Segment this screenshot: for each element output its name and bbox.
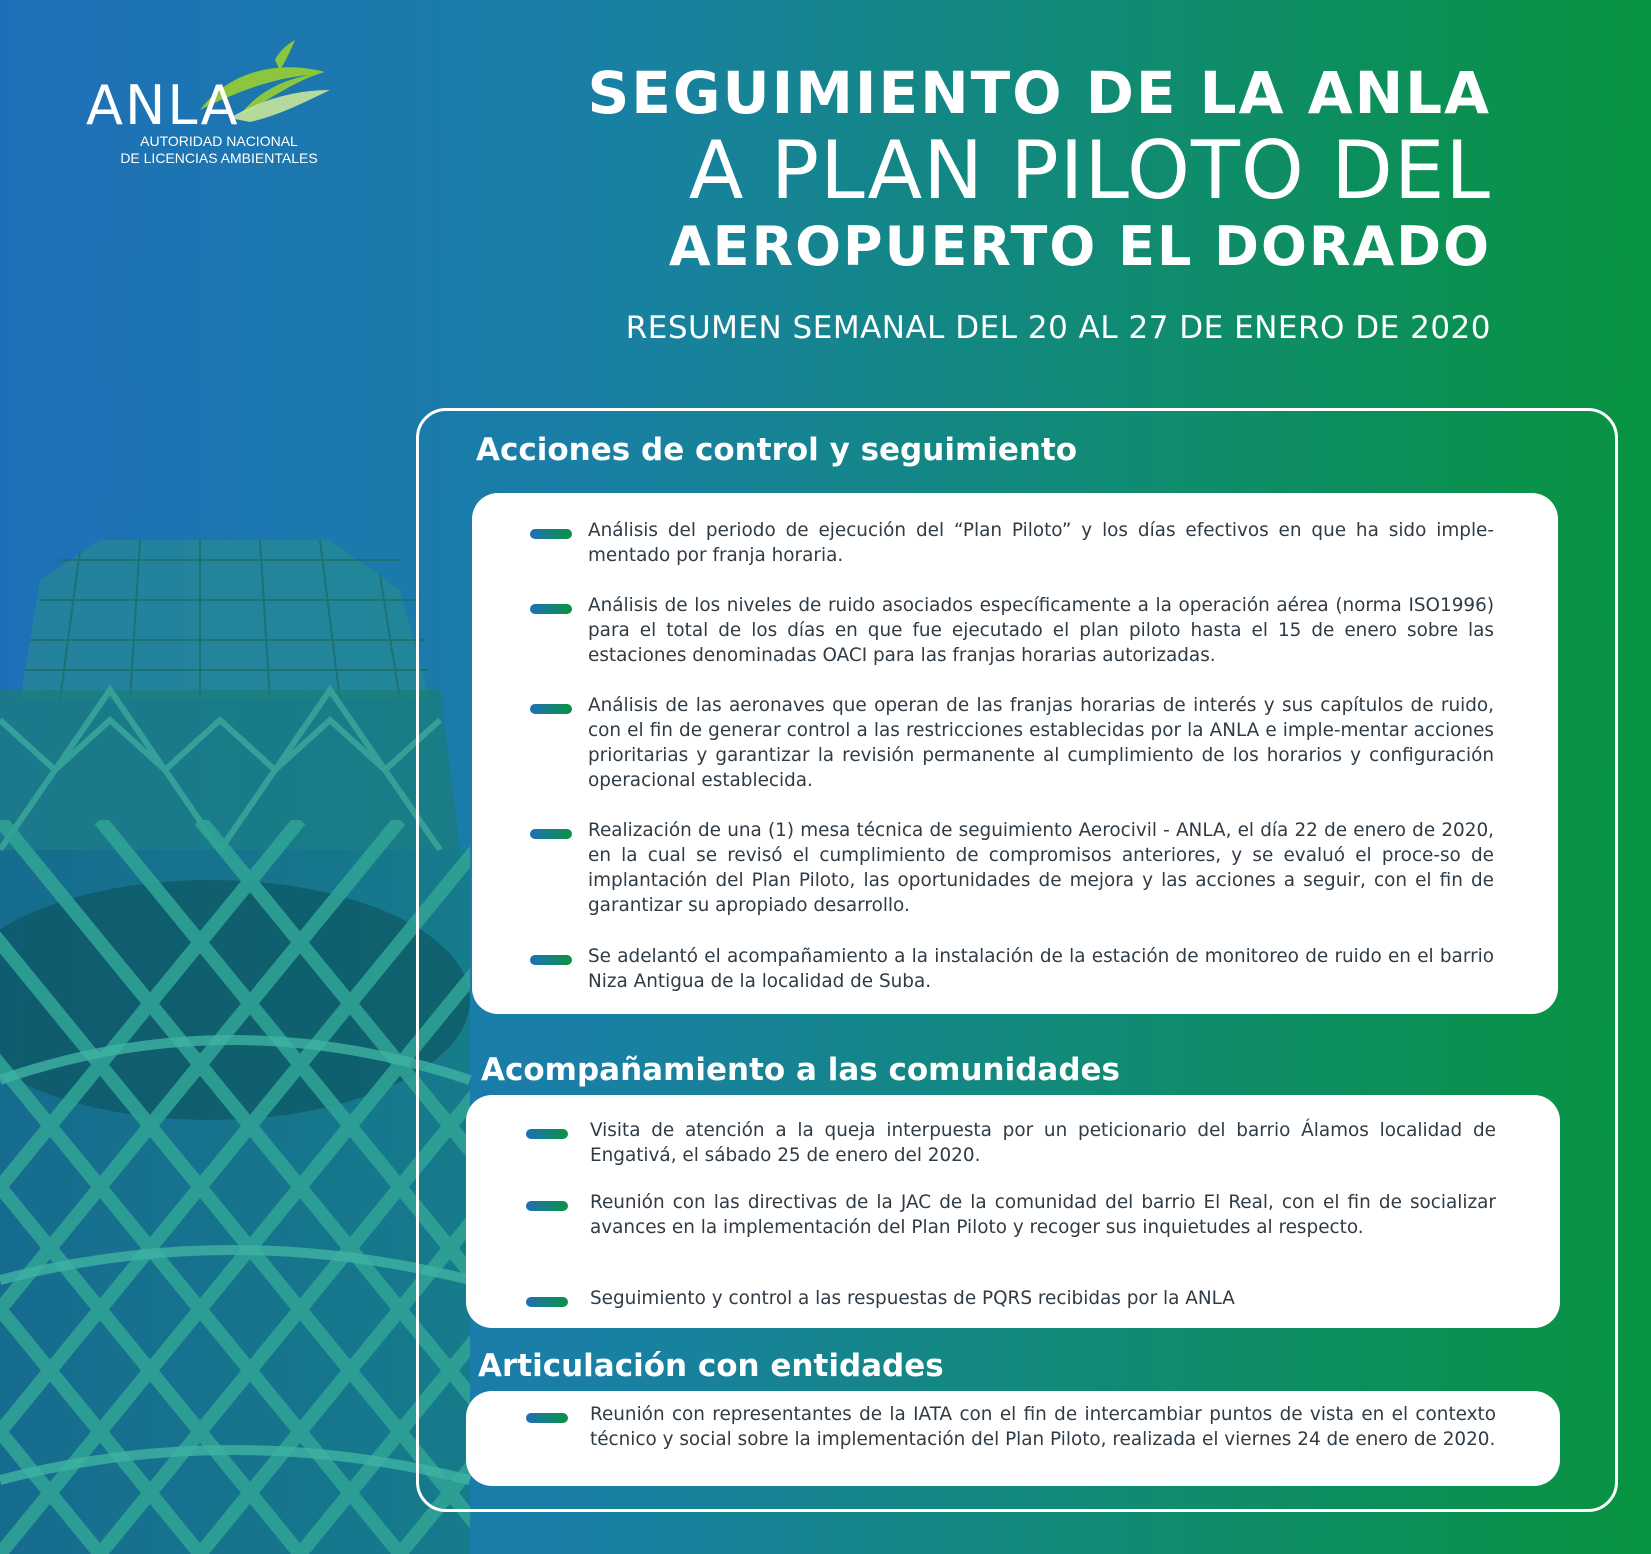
item-text: Visita de atención a la queja interpuesta por un peticionario del barrio Álamos localidad de Engativá, el sábado 25 de enero del 2020. [590, 1120, 1496, 1166]
logo-subtitle-line2: DE LICENCIAS AMBIENTALES [120, 150, 318, 166]
bullet-icon [530, 829, 572, 839]
bullet-icon [530, 604, 572, 614]
bullet-icon [526, 1297, 568, 1307]
section-title-entities: Articulación con entidades [478, 1348, 944, 1384]
header-titles [588, 58, 1491, 348]
item-text: Análisis de las aeronaves que operan de las franjas horarias de interés y sus capítulos de ruido, con el fin de generar control a las restricciones establecidas por la ANLA e imple-mentar acciones prioritarias y garantizar la revisión permanente al cumplimiento de los horarios y configuración operacional establecida. [588, 695, 1494, 791]
item-text: Reunión con las directivas de la JAC de la comunidad del barrio El Real, con el fin de socializar avances en la implementación del Plan Piloto y recoger sus inquietudes al respecto. [590, 1192, 1496, 1238]
logo-subtitle [94, 133, 344, 167]
item-text: Análisis del periodo de ejecución del “Plan Piloto” y los días efectivos en que ha sido imple-mentado por franja horaria. [588, 520, 1494, 566]
weekly-summary-subtitle: RESUMEN SEMANAL DEL 20 AL 27 DE ENERO DE 2020 [625, 310, 1491, 346]
control-tower-illustration [0, 520, 480, 1554]
section-title-communities: Acompañamiento a las comunidades [481, 1052, 1121, 1088]
title-line-2: A PLAN PILOTO DEL [688, 124, 1491, 217]
title-line-3: AEROPUERTO EL DORADO [668, 215, 1491, 278]
item-text: Análisis de los niveles de ruido asociados específicamente a la operación aérea (norma ISO1996) para el total de los días en que fue ejecutado el plan piloto hasta el 15 de enero sobre las estaciones denominadas OACI para las franjas horarias autorizadas. [588, 595, 1494, 666]
bullet-icon [530, 955, 572, 965]
anla-logo [80, 40, 350, 180]
section-title-control: Acciones de control y seguimiento [476, 432, 1078, 468]
section-card-communities [466, 1095, 1560, 1328]
bullet-icon [526, 1413, 568, 1423]
bullet-icon [526, 1129, 568, 1139]
logo-subtitle-line1: AUTORIDAD NACIONAL [140, 133, 298, 149]
bullet-icon [530, 529, 572, 539]
item-text: Seguimiento y control a las respuestas de PQRS recibidas por la ANLA [590, 1288, 1235, 1309]
bullet-icon [526, 1201, 568, 1211]
section-card-entities [466, 1391, 1560, 1486]
item-text: Reunión con representantes de la IATA con el fin de intercambiar puntos de vista en el contexto técnico y social sobre la implementación del Plan Piloto, realizada el viernes 24 de enero de 2020. [590, 1404, 1496, 1450]
title-line-1: SEGUIMIENTO DE LA ANLA [587, 59, 1491, 127]
section-card-control [472, 493, 1558, 1014]
logo-wordmark: ANLA [86, 74, 240, 137]
item-text: Realización de una (1) mesa técnica de seguimiento Aerocivil - ANLA, el día 22 de enero de 2020, en la cual se revisó el cumplimiento de compromisos anteriores, y se evaluó el proce-so de implantación del Plan Piloto, las oportunidades de mejora y las acciones a seguir, con el fin de garantizar su apropiado desarrollo. [588, 820, 1494, 916]
item-text: Se adelantó el acompañamiento a la instalación de la estación de monitoreo de ruido en el barrio Niza Antigua de la localidad de Suba. [588, 946, 1494, 992]
bullet-icon [530, 704, 572, 714]
